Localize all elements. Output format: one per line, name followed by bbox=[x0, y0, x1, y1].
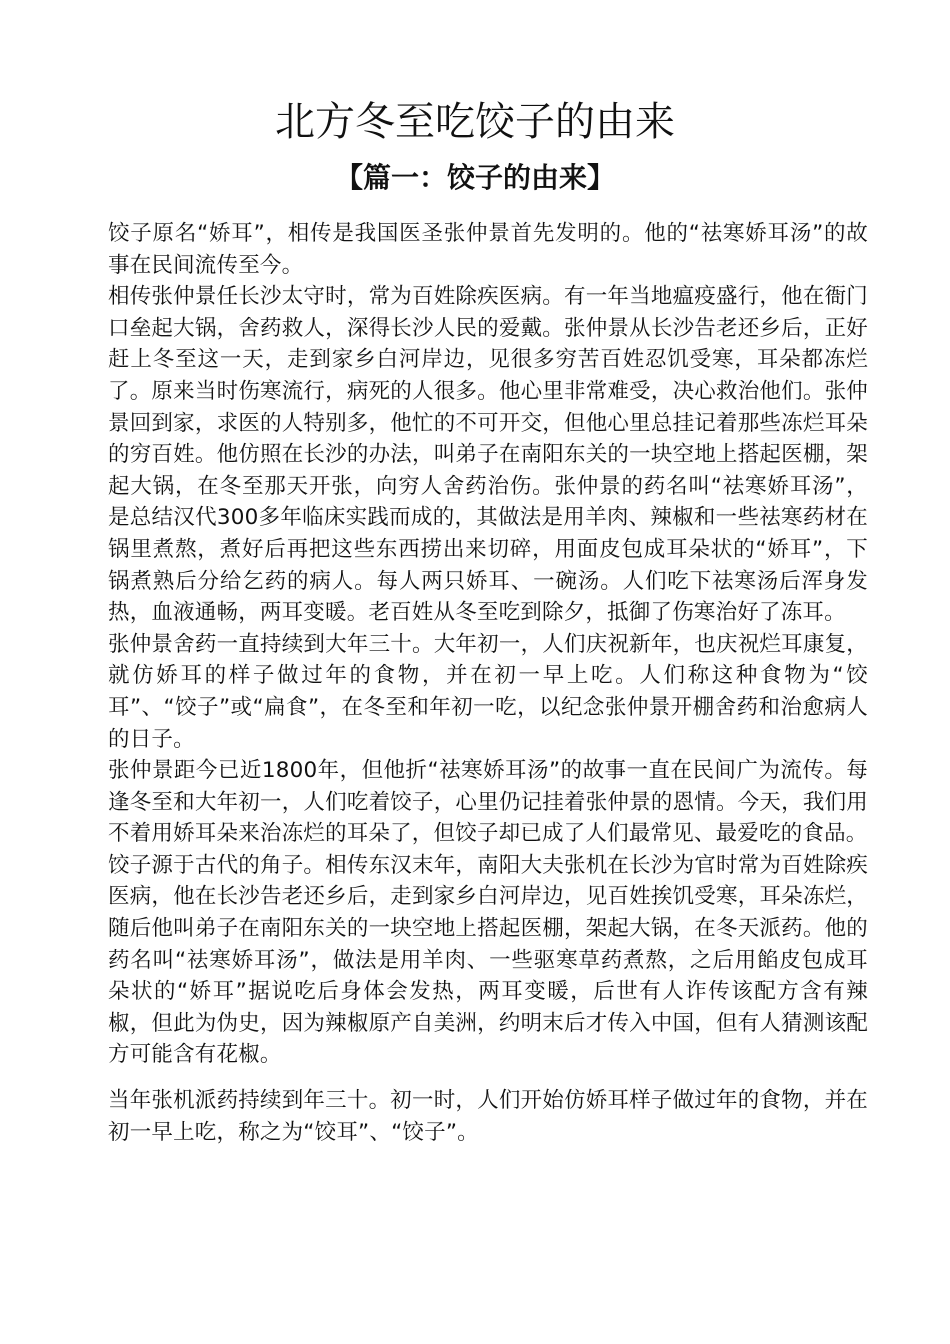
paragraph-origin: 饺子源于古代的角子。相传东汉末年，南阳大夫张机在长沙为官时常为百姓除疾医病，他在长沙告老还乡后，走到家乡白河岸边，见百姓挨饥受寒，耳朵冻烂，随后他叫弟子在南阳东关的一块空地上搭起医棚，架起大锅，在冬天派药。他的药名叫“祛寒娇耳汤”，做法是用羊肉、一些驱寒草药煮熬，之后用餡皮包成耳朵状的“娇耳”据说吃后身体会发热，两耳变暖，后世有人诈传该配方含有辣椒，但此为伪史，因为辣椒原产自美洲，约明末后才传入中国，但有人猜测该配方可能含有花椒。 bbox=[108, 852, 868, 1068]
paragraph-legend: 相传张仲景任长沙太守时，常为百姓除疾医病。有一年当地瘟疫盛行，他在衙门口垒起大锅，舍药救人，深得长沙人民的爱戴。张仲景从长沙告老还乡后，正好赶上冬至这一天，走到家乡白河岸边，见很多穷苦百姓忍饥受寒，耳朵都冻烂了。原来当时伤寒流行，病死的人很多。他心里非常难受，决心救治他们。张仲景回到家，求医的人特别多，他忙的不可开交，但他心里总挂记着那些冻烂耳朵的穷百姓。他仿照在长沙的办法，叫弟子在南阳东关的一块空地上搭起医棚，架起大锅，在冬至那天开张，向穷人舍药治伤。张仲景的药名叫“祛寒娇耳汤”，是总结汉代300多年临床实践而成的，其做法是用羊肉、辣椒和一些祛寒药材在锅里煮熬，煮好后再把这些东西捞出来切碎，用面皮包成耳朵状的“娇耳”，下锅煮熟后分给乞药的病人。每人两只娇耳、一碗汤。人们吃下祛寒汤后浑身发热，血液通畅，两耳变暖。老百姓从冬至吃到除夕，抵御了伤寒治好了冻耳。 bbox=[108, 284, 868, 626]
page-title: 北方冬至吃饺子的由来 bbox=[275, 99, 675, 145]
paragraph-intro: 饺子原名“娇耳”，相传是我国医圣张仲景首先发明的。他的“祛寒娇耳汤”的故事在民间流传至今。 bbox=[108, 221, 868, 278]
section-heading: 【篇一：饺子的由来】 bbox=[334, 161, 615, 194]
article-body bbox=[108, 218, 868, 1148]
paragraph-history: 张仲景距今已近1800年，但他折“祛寒娇耳汤”的故事一直在民间广为流传。每逢冬至和大年初一，人们吃着饺子，心里仍记挂着张仲景的恩情。今天，我们用不着用娇耳朵来治冻烂的耳朵了，但饺子却已成了人们最常见、最爱吃的食品。 bbox=[108, 758, 868, 847]
paragraph-new-year: 张仲景舍药一直持续到大年三十。大年初一，人们庆祝新年，也庆祝烂耳康复，就仿娇耳的样子做过年的食物，并在初一早上吃。人们称这种食物为“饺耳”、“饺子”或“扁食”，在冬至和年初一吃，以纪念张仲景开棚舍药和治愈病人的日子。 bbox=[108, 631, 868, 752]
paragraph-closing: 当年张机派药持续到年三十。初一时，人们开始仿娇耳样子做过年的食物，并在初一早上吃，称之为“饺耳”、“饺子”。 bbox=[108, 1088, 868, 1145]
